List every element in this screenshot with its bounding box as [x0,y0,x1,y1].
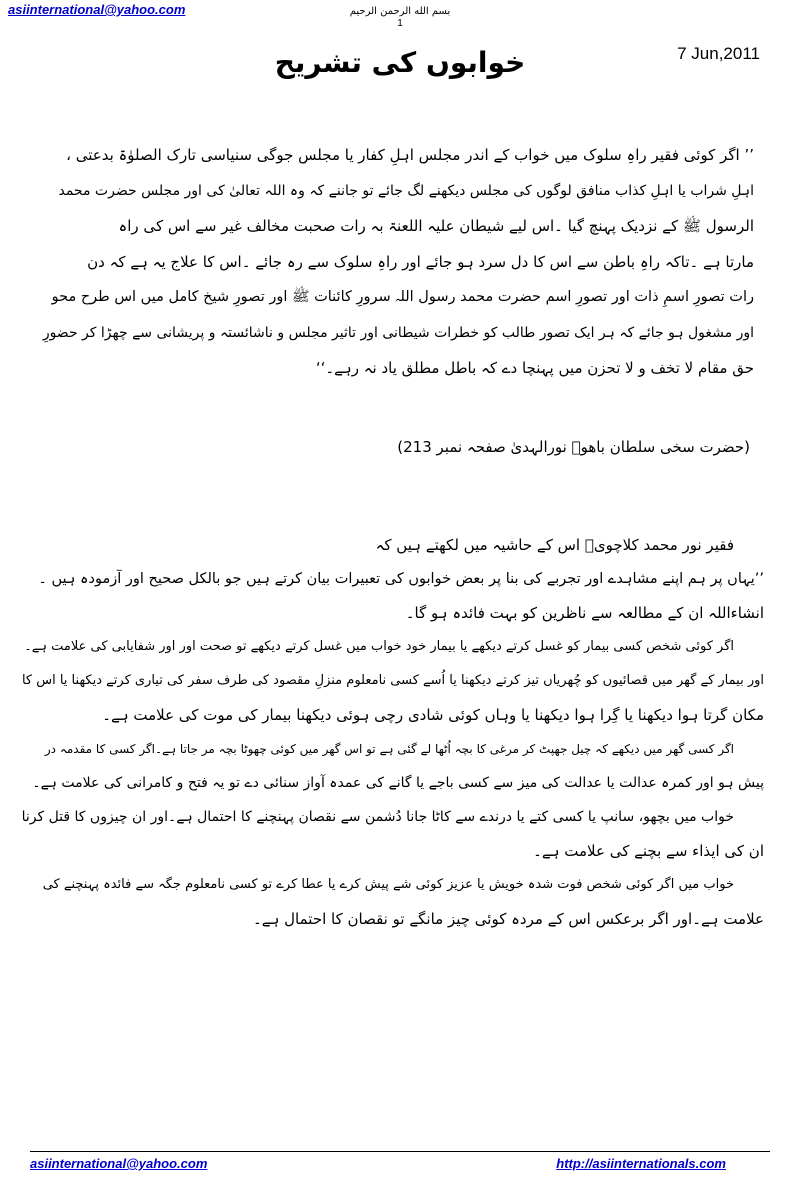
body-line: ’’یہاں پر ہم اپنے مشاہدے اور تجربے کی بنا پر بعض خوابوں کی تعبیرات بیان کرتے ہیں جو بالکل صحیح اور آزمودہ ہیں ۔ [38,571,764,587]
body-line: فقیر نور محمد کلاچویؒ اس کے حاشیہ میں لکھتے ہیں کہ [375,536,734,554]
footer-url-link[interactable]: http://asiinternationals.com [556,1156,726,1171]
quote-line: مارتا ہے ۔تاکہ راہِ باطن سے اس کا دل سرد ہو جائے اور راہِ سلوک سے رہ جائے ۔اس کا علاج یہ ہے کہ دن [87,252,754,271]
body-line: اور بیمار کے گھر میں قصائیوں کو چُھریاں تیز کرتے دیکھنا یا اُسے کسی نامعلوم منزلِ مقصود کی طرف سفر کی تیاری کرتے دیکھنا یا اس کا [21,673,764,688]
quote-paragraph [44,138,754,387]
body-line: انشاءاللہ ان کے مطالعہ سے ناظرین کو بہت فائدہ ہو گا۔ [405,604,764,622]
body-line: علامت ہے۔اور اگر برعکس اس کے مردہ کوئی چیز مانگے تو نقصان کا احتمال ہے۔ [253,910,764,928]
body-line: خواب میں بچھو، سانپ یا کسی کتے یا درندے سے کاٹا جانا دُشمن سے نقصان پہنچنے کا احتمال ہے۔اور ان چیزوں کا قتل کرنا [21,809,734,825]
body-line: پیش ہو اور کمرہ عدالت یا عدالت کی میز سے کسی باجے یا گانے کی عمدہ آواز سنائی دے تو یہ فتح و کامرانی کی علامت ہے۔ [32,775,764,791]
footer-divider [30,1151,770,1152]
bismillah-heading: بسم الله الرحمن الرحیم [349,6,451,17]
body-line: خواب میں اگر کوئی شخص فوت شدہ خویش یا عزیز کوئی شے پیش کرے یا عطا کرے تو کسی نامعلوم جگہ سے فائدہ پہنچنے کی [42,877,734,892]
quote-line: حق مقام لا تخف و لا تحزن میں پہنچا دے کہ باطل مطلق یاد نہ رہے۔‘‘ [315,359,754,377]
body-line: مکان گرتا ہوا دیکھنا یا گِرا ہوا دیکھنا یا وہاں کوئی شادی رچی ہوئی دیکھنا بیمار کی موت کی علامت ہے۔ [102,706,764,724]
page-number: 1 [397,18,403,29]
body-line: اگر کوئی شخص کسی بیمار کو غسل کرتے دیکھے یا بیمار خود خواب میں غسل کرتے دیکھے تو صحت اور اور شفایابی کی علامت ہے۔ [24,639,734,654]
document-date: 7 Jun,2011 [677,44,760,63]
quote-line: ’’ اگر کوئی فقیر راہِ سلوک میں خواب کے اندر مجلس اہلِ کفار یا مجلس جوگی سنیاسی تارک الصلوٰۃ بدعتی ، [66,146,754,164]
page-title: خوابوں کی تشریح [274,46,526,79]
quote-line: الرسول ﷺ کے نزدیک پہنچ گیا ۔اس لیے شیطان علیہ اللعنۃ بہ رات صحبت مخالف غیر سے اس کی راہ [118,217,754,235]
body-line: اگر کسی گھر میں دیکھے کہ چیل جھپٹ کر مرغی کا بچہ اُٹھا لے گئی ہے تو اس گھر میں کوئی چھوٹا بچہ مر جاتا ہے۔اگر کسی کا مقدمہ در [44,742,734,756]
body-text [20,528,764,936]
header-email-link[interactable]: asiinternational@yahoo.com [8,2,186,17]
quote-line: اور مشغول ہو جائے کہ ہر ایک تصور طالب کو خطرات شیطانی اور تاثیر مجلس و ناشائستہ و پریشانی سے چھڑا کر حضورِ [42,324,754,341]
quote-line: رات تصورِ اسمِ ذات اور تصورِ اسم حضرت محمد رسول اللہ سرورِ کائنات ﷺ اور تصورِ شیخ کامل میں اس طرح محو [51,289,754,305]
body-line: ان کی ایذاء سے بچنے کی علامت ہے۔ [533,842,764,860]
footer-email-link[interactable]: asiinternational@yahoo.com [30,1156,208,1171]
quote-reference: (حضرت سخی سلطان باھوؒ نورالہدیٰ صفحہ نمبر 213) [397,438,750,456]
quote-line: اہلِ شراب یا اہلِ کذاب منافق لوگوں کی مجلس دیکھنے لگ جائے تو جاننے کہ وہ اللہ تعالیٰ کی اور مجلس حضرت محمد [58,182,754,199]
